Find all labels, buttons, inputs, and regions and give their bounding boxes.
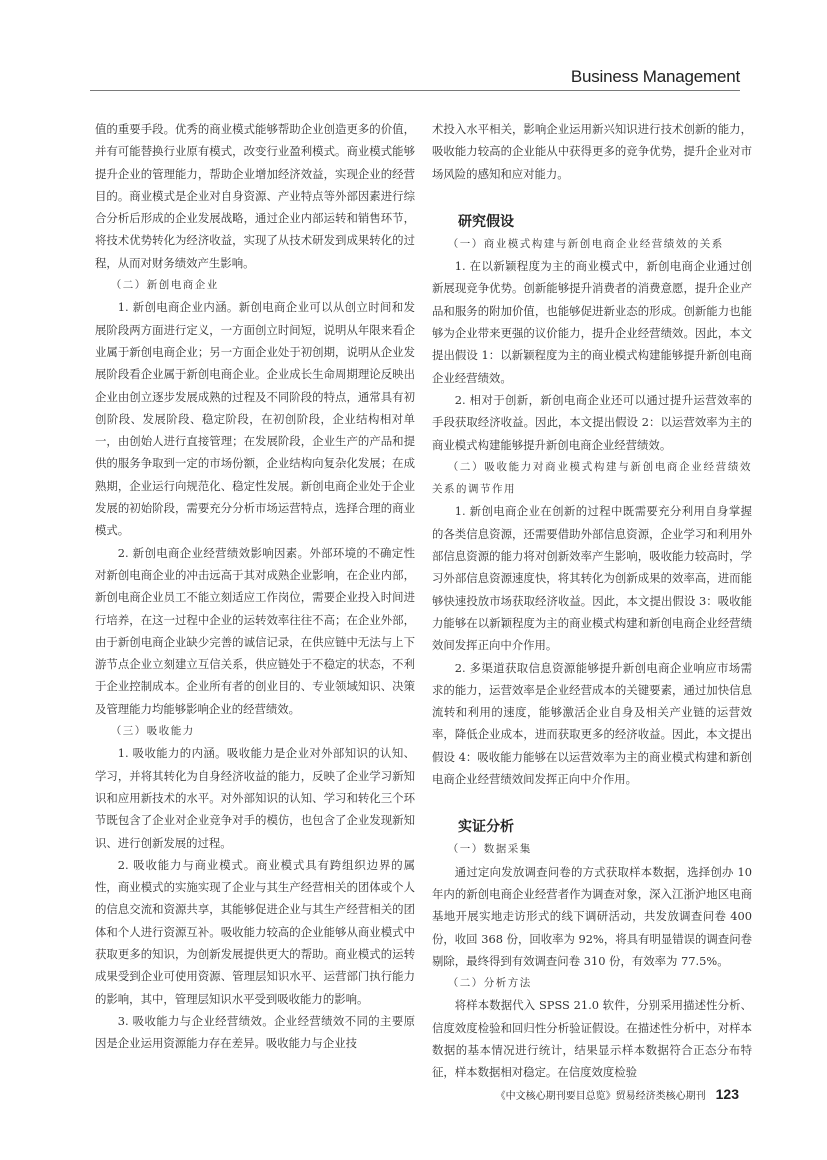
subsection-heading: （一）商业模式构建与新创电商企业经营绩效的关系: [447, 237, 724, 250]
paragraph: 将样本数据代入 SPSS 21.0 软件，分别采用描述性分析、信度效度检验和回归性分析验证假设。在描述性分析中，对样本数据的基本情况进行统计，结果显示样本数据符合正态分布特征，样本数据相对稳定。在信度效度检验: [432, 998, 752, 1080]
paragraph: 术投入水平相关，影响企业运用新兴知识进行技术创新的能力，吸收能力较高的企业能从中获得更多的竞争优势，提升企业对市场风险的感知和应对能力。: [432, 122, 752, 181]
paragraph: 通过定向发放调查问卷的方式获取样本数据，选择创办 10 年内的新创电商企业经营者作为调查对象，深入江浙沪地区电商基地开展实地走访形式的线下调研活动，共发放调查问卷 400 份，收回 368 份，回收率为 92%，将具有明显错误的调查问卷剔除，最终得到有效调查问卷 310 份，有效率为 77.5%。: [432, 864, 752, 968]
paragraph: 2. 新创电商企业经营绩效影响因素。外部环境的不确定性对新创电商企业的冲击远高于其对成熟企业影响，在企业内部，新创电商企业员工不能立刻适应工作岗位，需要企业投入时间进行培养，在这一过程中企业的运转效率往往不高；在企业外部，由于新创电商企业缺少完善的诚信记录，在供应链中无法与上下游节点企业立刻建立互信关系，供应链处于不稳定的状态，不利于企业控制成本。企业所有者的创业目的、专业领域知识、决策及管理能力均能够影响企业的经营绩效。: [95, 545, 415, 716]
paragraph: 1. 新创电商企业在创新的过程中既需要充分利用自身掌握的各类信息资源，还需要借助外部信息资源，企业学习和利用外部信息资源的能力将对创新效率产生影响，吸收能力较高时，学习外部信息资源速度快，将其转化为创新成果的效率高，进而能够快速投放市场获取经济收益。因此，本文提出假设 3：吸收能力能够在以新颖程度为主的商业模式构建和新创电商企业经营绩效间发挥正向中介作用。: [432, 504, 752, 653]
paragraph: 1. 在以新颖程度为主的商业模式中，新创电商企业通过创新展现竞争优势。创新能够提升消费者的消费意愿，提升企业产品和服务的附加价值，也能够促进新业态的形成。创新能力也能够为企业带来更强的议价能力，提升企业经营绩效。因此，本文提出假设 1：以新颖程度为主的商业模式构建能够提升新创电商企业经营绩效。: [432, 259, 752, 385]
paragraph: 1. 新创电商企业内涵。新创电商企业可以从创立时间和发展阶段两方面进行定义，一方面创立时间短，说明从年限来看企业属于新创电商企业；另一方面企业处于初创期，说明从企业发展阶段看企业属于新创电商企业。企业成长生命周期理论反映出企业由创立逐步发展成熟的过程及不同阶段的特点，通常具有初创阶段、发展阶段、稳定阶段，在初创阶段，企业结构相对单一，由创始人进行直接管理；在发展阶段，企业生产的产品和提供的服务争取到一定的市场份额，企业结构向复杂化发展；在成熟期，企业运行向规范化、稳定性发展。新创电商企业处于企业发展的初始阶段，需要充分分析市场运营特点，选择合理的商业模式。: [95, 300, 415, 538]
section-heading: 实证分析: [458, 819, 514, 836]
subsection-heading: （二）吸收能力对商业模式构建与新创电商企业经营绩效关系的调节作用: [432, 460, 752, 496]
paragraph: 2. 吸收能力与商业模式。商业模式具有跨组织边界的属性，商业模式的实施实现了企业与其生产经营相关的团体或个人的信息交流和资源共享，其能够促进企业与其生产经营相关的团体和个人进行资源互补。吸收能力较高的企业能够从商业模式中获取更多的知识，为创新发展提供更大的帮助。商业模式的运转成果受到企业可使用资源、管理层知识水平、运营部门执行能力的影响，其中，管理层知识水平受到吸收能力的影响。: [95, 857, 415, 1006]
paragraph: 1. 吸收能力的内涵。吸收能力是企业对外部知识的认知、学习，并将其转化为自身经济收益的能力，反映了企业学习新知识和应用新技术的水平。对外部知识的认知、学习和转化三个环节既包含了企业对企业竞争对手的模仿，也包含了企业发现新知识、进行创新发展的过程。: [95, 746, 415, 850]
subsection-heading: （三）吸收能力: [110, 725, 195, 738]
header-title: Business Management: [570, 67, 740, 86]
paragraph: 3. 吸收能力与企业经营绩效。企业经营绩效不同的主要原因是企业运用资源能力存在差异。吸收能力与企业技: [95, 1013, 415, 1051]
subsection-heading: （一）数据采集: [447, 843, 532, 856]
paragraph: 2. 相对于创新，新创电商企业还可以通过提升运营效率的手段获取经济收益。因此，本文提出假设 2：以运营效率为主的商业模式构建能够提升新创电商企业经营绩效。: [432, 392, 752, 452]
section-heading: 研究假设: [458, 213, 514, 230]
left-column: [95, 118, 415, 1054]
right-column: [432, 118, 752, 1084]
page-number: 123: [715, 1086, 739, 1102]
paragraph: 值的重要手段。优秀的商业模式能够帮助企业创造更多的价值，并有可能替换行业原有模式，改变行业盈利模式。商业模式能够提升企业的管理能力，帮助企业增加经济效益，实现企业的经营目的。商业模式是企业对自身资源、产业特点等外部因素进行综合分析后形成的企业发展战略，通过企业内部运转和销售环节，将技术优势转化为经济收益，实现了从技术研发到成果转化的过程，从而对财务绩效产生影响。: [95, 122, 415, 270]
subsection-heading: （二）分析方法: [447, 977, 532, 990]
footer-journal: 《中文核心期刊要目总览》贸易经济类核心期刊: [495, 1091, 706, 1102]
running-header: [90, 64, 740, 91]
subsection-heading: （二）新创电商企业: [110, 279, 219, 292]
paragraph: 2. 多渠道获取信息资源能够提升新创电商企业响应市场需求的能力，运营效率是企业经营成本的关键要素，通过加快信息流转和利用的速度，能够激活企业自身及相关产业链的运营效率，降低企业成本，进而获取更多的经济收益。因此，本文提出假设 4：吸收能力能够在以运营效率为主的商业模式构建和新创电商企业经营绩效间发挥正向中介作用。: [432, 660, 752, 787]
page-footer: [496, 1086, 739, 1102]
